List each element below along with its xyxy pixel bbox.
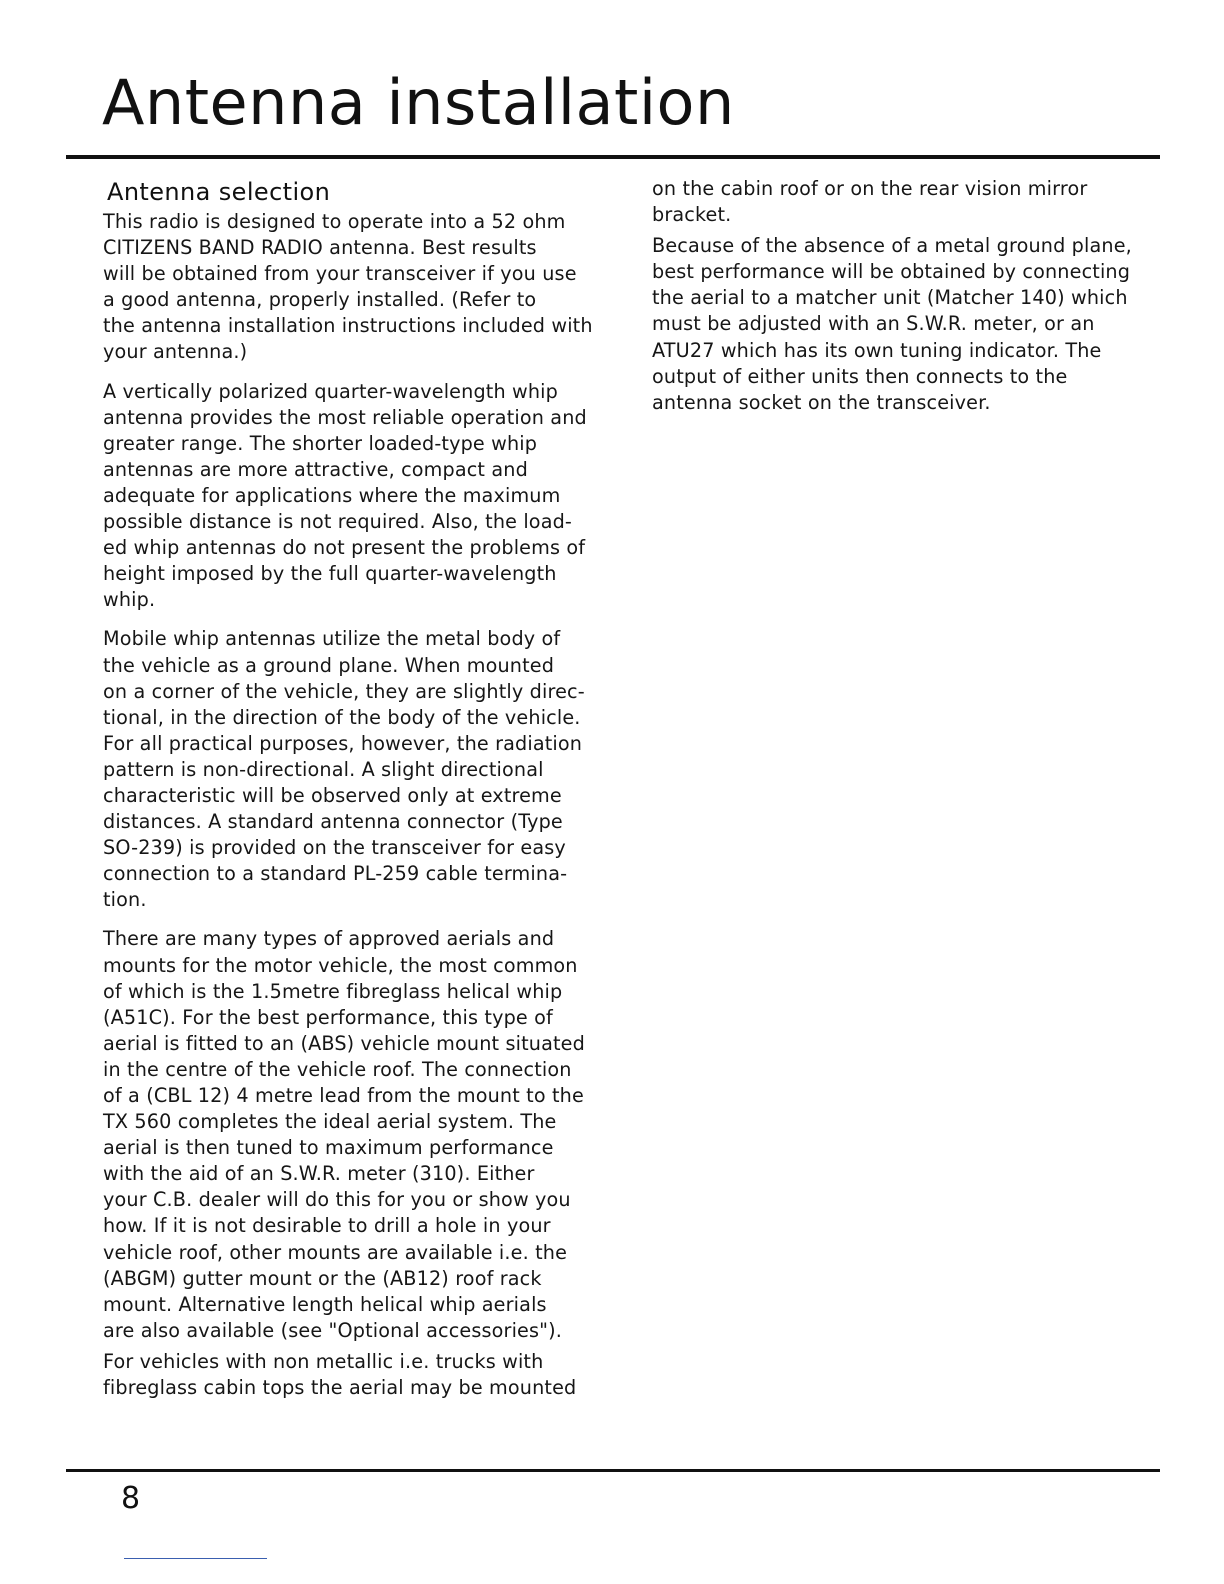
header-rule xyxy=(66,155,1160,159)
paragraph-non-metallic-vehicles: For vehicles with non metallic i.e. trucks with fibreglass cabin tops the aerial may be mounted xyxy=(103,1349,577,1400)
paragraph-intro: This radio is designed to operate into a 52 ohm CITIZENS BAND RADIO antenna. Best results will be obtained from your transceiver if you use a good antenna, properly installed. (Refer to the antenna installation instructions included with your antenna.) xyxy=(103,210,593,364)
page-number: 8 xyxy=(121,1481,141,1516)
page-title: Antenna installation xyxy=(102,66,735,139)
paragraph-approved-aerials: There are many types of approved aerials and mounts for the motor vehicle, the most common of which is the 1.5metre fibreglass helical whip (A51C). For the best performance, this type of aerial is fitted to an (ABS) vehicle mount situated in the centre of the vehicle roof. The connection of a (CBL 12) 4 metre lead from the mount to the TX 560 completes the ideal aerial system. The aerial is then tuned to maximum performance with the aid of an S.W.R. meter (310). Either your C.B. dealer will do this for you or show you how. If it is not desirable to drill a hole in your vehicle roof, other mounts are available i.e. the (ABGM) gutter mount or the (AB12) roof rack mount. Alternative length helical whip aerials are also available (see "Optional accessories"). xyxy=(103,927,585,1342)
paragraph-mounting-location: on the cabin roof or on the rear vision mirror bracket. xyxy=(652,177,1088,227)
paragraph-mobile-whip: Mobile whip antennas utilize the metal body of the vehicle as a ground plane. When mounted on a corner of the vehicle, they are slightly direc- tional, in the direction of the body of the vehicle. For all practical purposes, however, the radiation pattern is non-directional. A slight directional characteristic will be observed only at extreme distances. A standard antenna connector (Type SO-239) is provided on the transceiver for easy connection to a standard PL-259 cable termina- tion. xyxy=(103,627,585,912)
scan-mark-line xyxy=(124,1558,267,1559)
footer-rule xyxy=(66,1469,1160,1472)
section-title-antenna-selection: Antenna selection xyxy=(107,178,331,206)
paragraph-matcher-unit: Because of the absence of a metal ground plane, best performance will be obtained by connecting the aerial to a matcher unit (Matcher 140) which must be adjusted with an S.W.R. meter, or an ATU27 which has its own tuning indicator. The output of either units then connects to the antenna socket on the transceiver. xyxy=(652,234,1132,414)
paragraph-quarter-wave-whip: A vertically polarized quarter-wavelength whip antenna provides the most reliable operation and greater range. The shorter loaded-type whip antennas are more attractive, compact and adequate for applications where the maximum possible distance is not required. Also, the load- ed whip antennas do not present the problems of height imposed by the full quarter-wavelength whip. xyxy=(103,379,587,612)
right-column xyxy=(652,176,1152,416)
left-column xyxy=(103,176,603,1401)
